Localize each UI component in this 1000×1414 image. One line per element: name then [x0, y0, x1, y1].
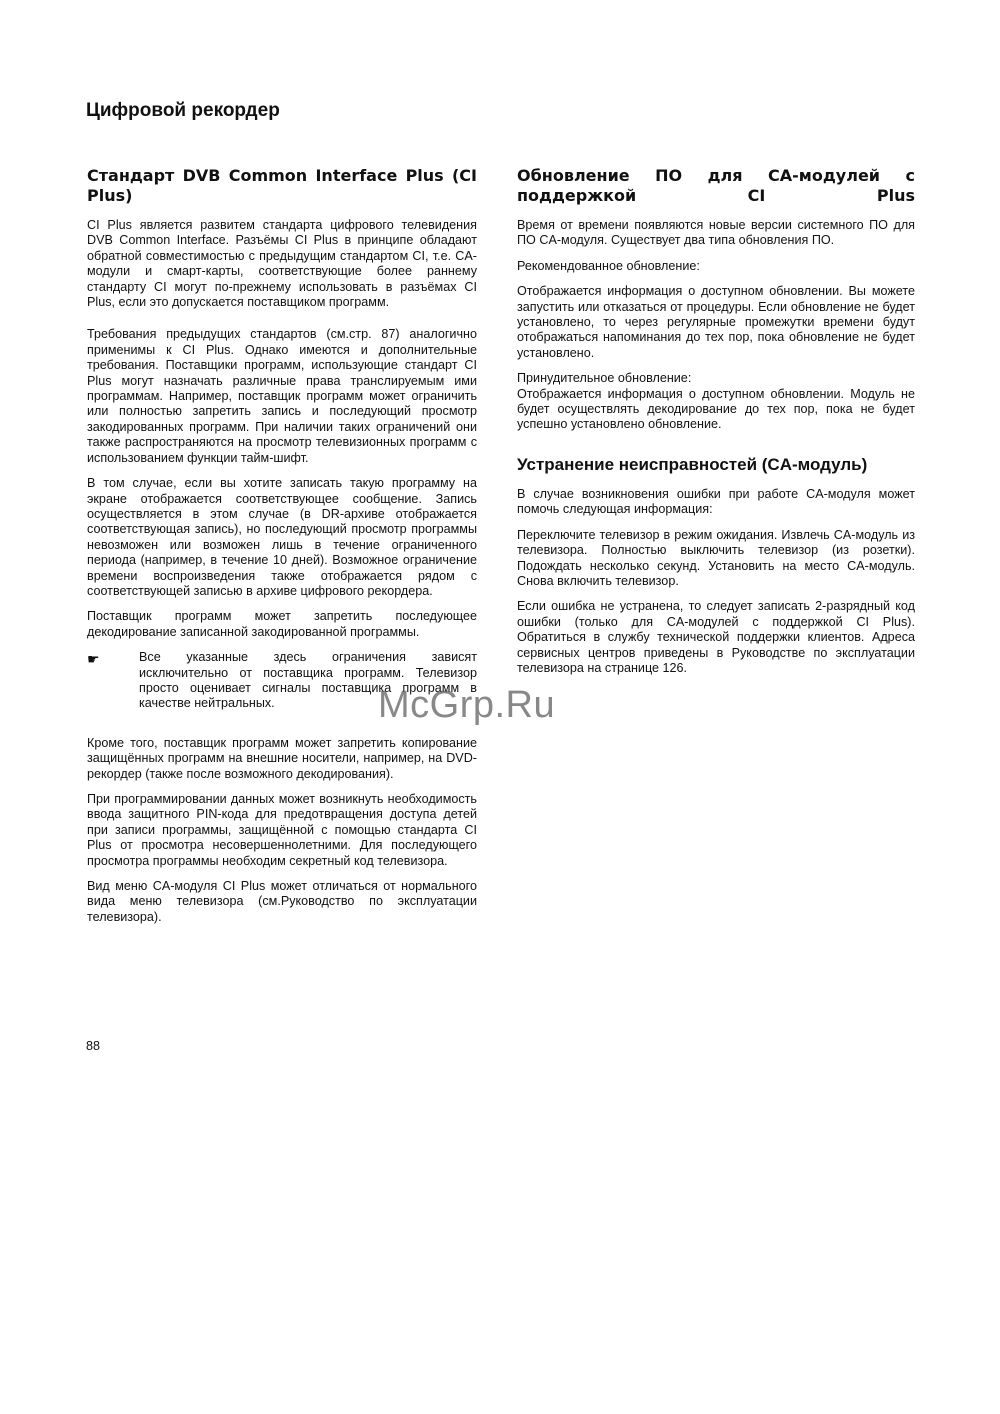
page-number: 88 [86, 1039, 101, 1053]
paragraph: В том случае, если вы хотите записать такую программу на экране отображается соответствующее сообщение. Запись осуществляется в этом случае (в DR-архиве отображается соответствующая запись), но последующий просмотр программы невозможен или возможен лишь в течение ограниченного периода (например, в течение 10 дней). Возможное ограничение времени воспроизведения также отображается рядом с соответствующей записью в архиве цифрового рекордера. [87, 476, 477, 598]
section-heading-ci-plus: Стандарт DVB Common Interface Plus (CI Plus) [87, 166, 477, 205]
paragraph: CI Plus является развитем стандарта цифрового телевидения DVB Common Interface. Разъёмы CI Plus в принципе обладают обратной совместимостью с предыдущим стандартом CI, т.е. CA-модули и смарт-карты, соответствующие более раннему стандарту CI могут по-прежнему использовать в разъёмах CI Plus, если это допускается поставщиком программ. [87, 218, 477, 310]
page-title: Цифровой рекордер [86, 100, 280, 121]
note-text: Все указанные здесь ограничения зависят исключительно от поставщика программ. Телевизор просто оценивает сигналы поставщика программ в качестве нейтральных. [139, 650, 477, 711]
paragraph: Если ошибка не устранена, то следует записать 2-разрядный код ошибки (только для CA-модулей с поддержкой CI Plus). Обратиться в службу технической поддержки клиентов. Адреса сервисных центров приведены в Руководстве по эксплуатации телевизора на странице 126. [517, 599, 915, 675]
paragraph: Поставщик программ может запретить последующее декодирование записанной закодированной программы. [87, 609, 477, 639]
paragraph: Переключите телевизор в режим ожидания. Извлечь CA-модуль из телевизора. Полностью выключить телевизор (из розетки). Подождать несколько секунд. Установить на место CA-модуль. Снова включить телевизор. [517, 527, 915, 588]
paragraph-label: Принудительное обновление: [517, 371, 692, 386]
paragraph: Отображается информация о доступном обновлении. Модуль не будет осуществлять декодирование до тех пор, пока не будет успешно установлено обновление. [517, 386, 915, 432]
paragraph: Кроме того, поставщик программ может запретить копирование защищённых программ на внешние носители, например, на DVD-рекордер (также после возможного декодирования). [87, 735, 477, 781]
paragraph: Вид меню CA-модуля CI Plus может отличаться от нормального вида меню телевизора (см.Руководство по эксплуатации телевизора). [87, 879, 477, 924]
paragraph: Отображается информация о доступном обновлении. Вы можете запустить или отказаться от процедуры. Если обновление не будет установлено, то через регулярные промежутки времени будут отображаться напоминания до тех пор, пока обновление не будет установлено. [517, 284, 915, 360]
paragraph: Рекомендованное обновление: [517, 258, 700, 273]
paragraph: В случае возникновения ошибки при работе CA-модуля может помочь следующая информация: [517, 486, 915, 517]
paragraph: Требования предыдущих стандартов (см.стр. 87) аналогично применимы к CI Plus. Однако имеются и дополнительные требования. Поставщики программ, использующие стандарт CI Plus могут назначать различные права транслируемым ими программам. Например, поставщик программ может ограничить или полностью запретить запись и последующий просмотр закодированных программ. При наличии таких ограничений они также распространяются на просмотр телевизионных программ с использованием функции тайм-шифт. [87, 327, 477, 465]
left-column [87, 166, 477, 935]
pointer-hand-icon: ☛ [87, 651, 100, 668]
paragraph: Время от времени появляются новые версии системного ПО для ПО CA-модуля. Существует два типа обновления ПО. [517, 218, 915, 248]
right-column [517, 166, 915, 686]
section-heading-update: Обновление ПО для CA-модулей с поддержкой CI Plus [517, 166, 915, 205]
section-heading-troubleshooting: Устранение неисправностей (CA-модуль) [517, 454, 868, 474]
paragraph: При программировании данных может возникнуть необходимость ввода защитного PIN-кода для предотвращения доступа детей при записи программы, защищённой с помощью стандарта CI Plus от просмотра несовершеннолетними. Для последующего просмотра программы необходим секретный код телевизора. [87, 792, 477, 868]
watermark: McGrp.Ru [378, 684, 556, 726]
